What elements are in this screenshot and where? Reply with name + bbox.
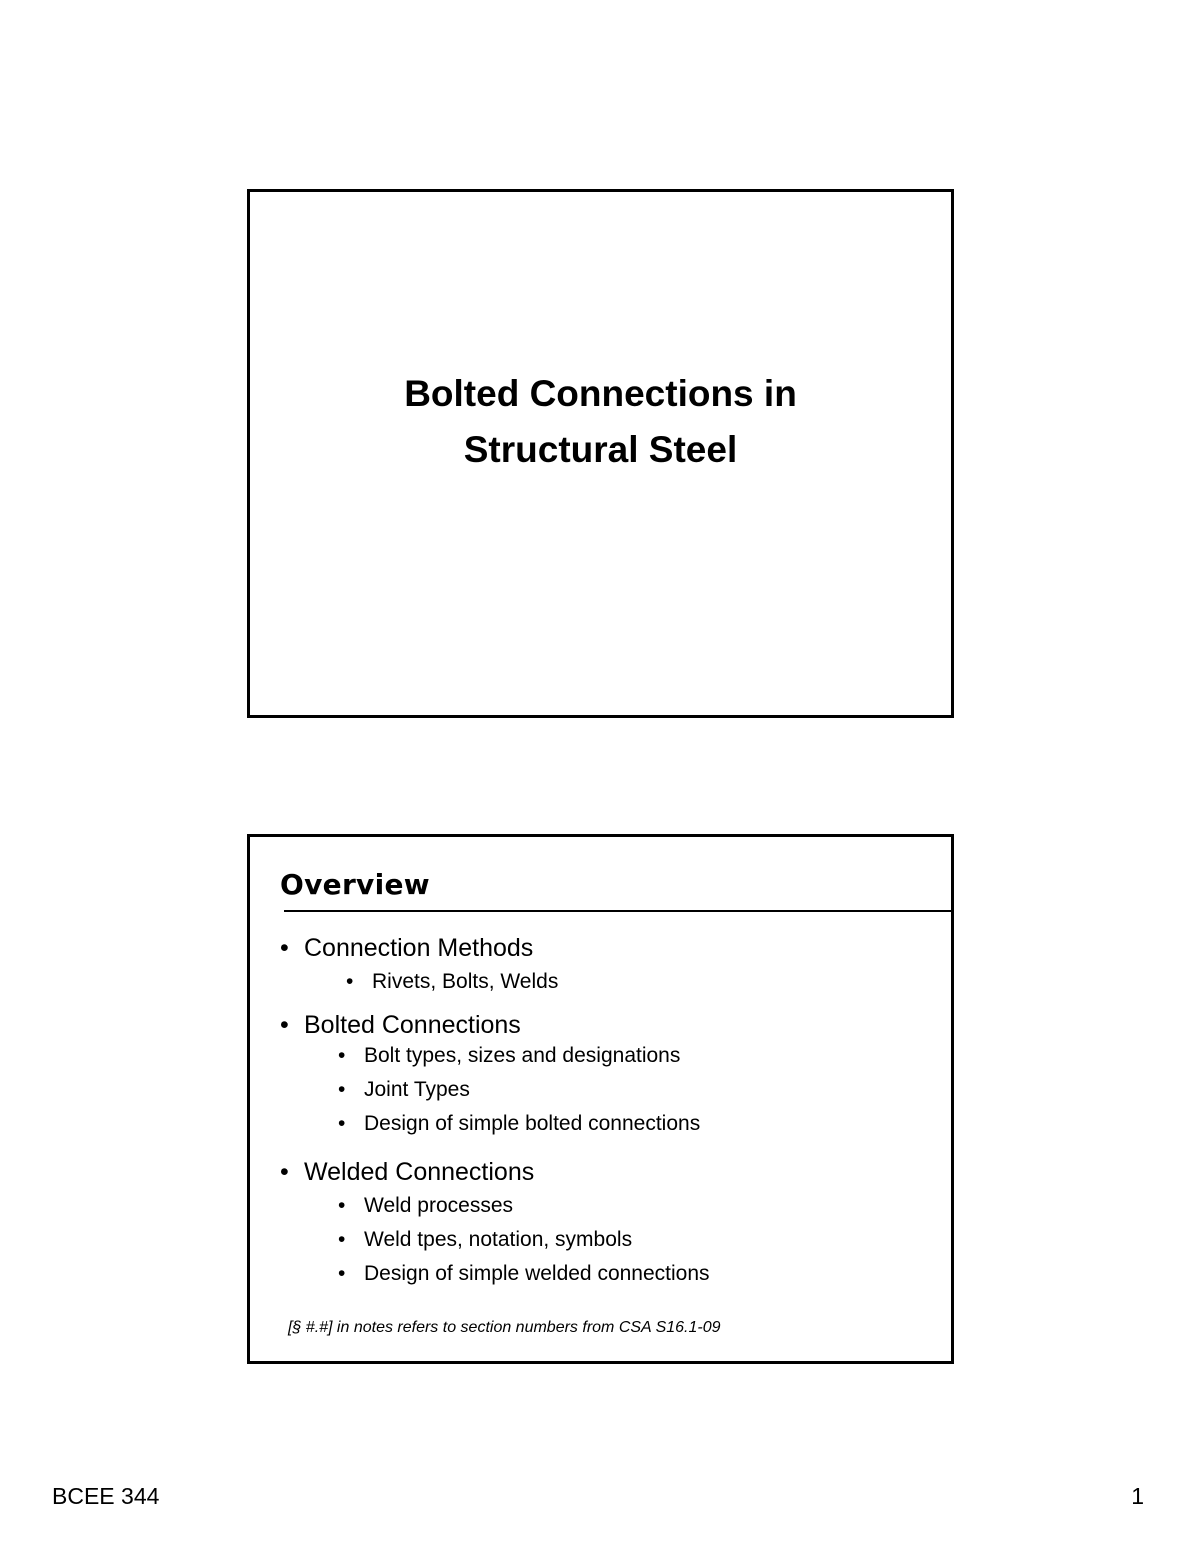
list-item xyxy=(338,1261,710,1287)
bullet-icon: • xyxy=(338,1262,346,1285)
list-item xyxy=(280,933,533,963)
list-item xyxy=(338,1077,470,1103)
title-slide xyxy=(247,189,954,718)
sub-item-label: Weld tpes, notation, symbols xyxy=(364,1228,633,1251)
overview-heading: Overview xyxy=(280,868,430,901)
section-label-welded-connections: Welded Connections xyxy=(304,1158,535,1186)
bullet-icon: • xyxy=(280,1158,289,1186)
section-label-bolted-connections: Bolted Connections xyxy=(304,1011,521,1039)
sub-item-label: Bolt types, sizes and designations xyxy=(364,1044,681,1067)
bullet-icon: • xyxy=(346,970,354,993)
section-label-connection-methods: Connection Methods xyxy=(304,934,534,962)
bullet-icon: • xyxy=(338,1112,346,1135)
bullet-icon: • xyxy=(338,1194,346,1217)
course-code: BCEE 344 xyxy=(52,1483,160,1509)
sub-item-label: Design of simple welded connections xyxy=(364,1262,710,1285)
list-item xyxy=(338,1193,513,1219)
bullet-icon: • xyxy=(338,1228,346,1251)
heading-divider xyxy=(284,910,951,912)
sub-item-label: Rivets, Bolts, Welds xyxy=(372,970,559,993)
section-reference-footnote: [§ #.#] in notes refers to section numbers from CSA S16.1-09 xyxy=(288,1319,721,1336)
list-item xyxy=(338,1043,680,1069)
bullet-icon: • xyxy=(338,1044,346,1067)
slide-title xyxy=(250,366,951,478)
sub-item-label: Design of simple bolted connections xyxy=(364,1112,701,1135)
page-number: 1 xyxy=(1131,1483,1144,1509)
overview-slide xyxy=(247,834,954,1364)
sub-item-label: Joint Types xyxy=(364,1078,470,1101)
bullet-icon: • xyxy=(280,934,289,962)
list-item xyxy=(280,1010,521,1040)
list-item xyxy=(346,969,558,995)
bullet-icon: • xyxy=(280,1011,289,1039)
bullet-icon: • xyxy=(338,1078,346,1101)
slide-title-line-2: Structural Steel xyxy=(463,429,738,470)
slide-title-line-1: Bolted Connections in xyxy=(404,373,797,414)
list-item xyxy=(280,1157,534,1187)
sub-item-label: Weld processes xyxy=(364,1194,514,1217)
list-item xyxy=(338,1111,700,1137)
list-item xyxy=(338,1227,632,1253)
